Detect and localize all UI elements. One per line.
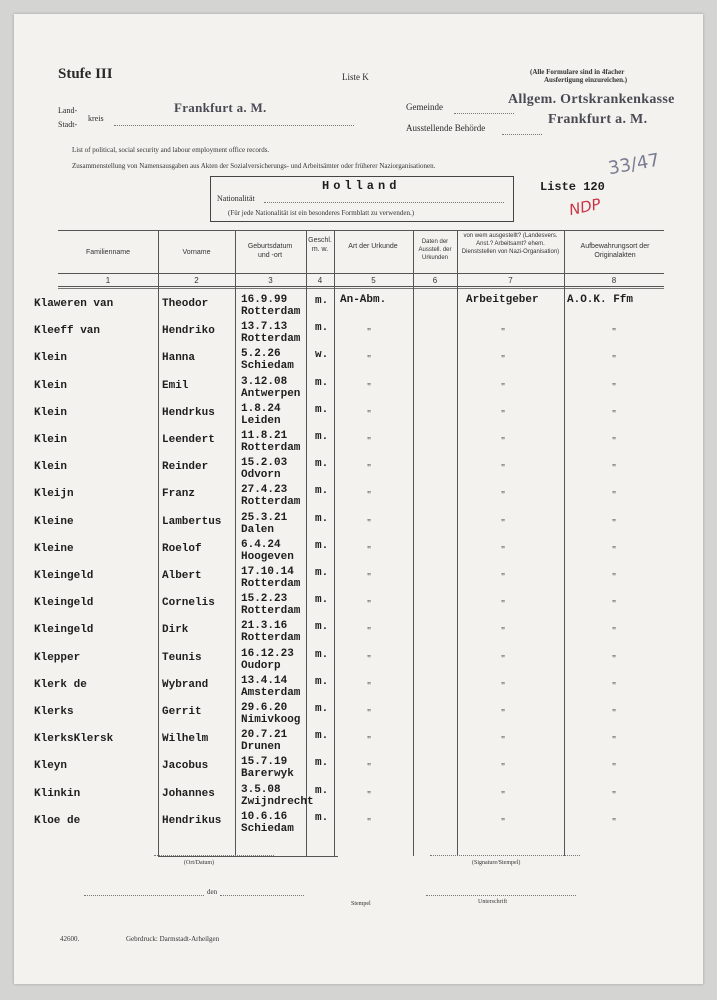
table-num-line	[58, 286, 664, 287]
row-birth-date: 11.8.21	[241, 430, 288, 442]
row-issuer: "	[501, 599, 506, 611]
row-surname: Klinkin	[34, 787, 81, 800]
row-archive: "	[612, 599, 617, 611]
row-birth-date: 20.7.21	[241, 729, 288, 742]
column-header-archive: Aufbewahrungsort der Originalakten	[580, 243, 650, 259]
row-birth-place: Odvorn	[241, 469, 281, 482]
row-archive: A.O.K. Ffm	[567, 294, 634, 306]
column-header-firstname: Vorname	[182, 249, 211, 256]
row-birth-date: 15.2.23	[241, 593, 288, 606]
row-sex: m.	[315, 567, 329, 579]
row-firstname: Theodor	[162, 298, 209, 310]
row-surname: Klein	[34, 406, 68, 419]
col-divider-1	[158, 230, 159, 856]
row-surname: Kleingeld	[34, 570, 94, 582]
row-issuer: "	[501, 381, 506, 393]
den-label: den	[207, 888, 218, 896]
row-document-type: "	[367, 517, 372, 529]
row-surname: KlerksKlersk	[34, 733, 114, 746]
row-issuer: "	[501, 708, 506, 719]
row-birth-place: Zwijndrecht	[241, 795, 314, 808]
row-archive: "	[612, 517, 617, 529]
nationality-value: Holland	[322, 179, 401, 193]
row-firstname: Wilhelm	[162, 733, 209, 746]
row-archive: "	[612, 436, 617, 447]
col-divider-4	[334, 230, 335, 856]
red-annotation: NDP	[567, 194, 603, 220]
row-surname: Klaweren van	[34, 298, 114, 310]
column-header-sex: Geschl. m. w.	[308, 237, 332, 253]
row-birth-place: Rotterdam	[241, 496, 301, 509]
row-birth-date: 25.3.21	[241, 511, 288, 524]
row-birth-place: Antwerpen	[241, 387, 301, 400]
row-birth-place: Schiedam	[241, 822, 294, 835]
row-birth-place: Rotterdam	[241, 632, 301, 645]
row-issuer: "	[501, 653, 506, 665]
row-surname: Klein	[34, 352, 68, 365]
gemeinde-label: Gemeinde	[406, 102, 443, 112]
col-divider-6	[457, 230, 458, 856]
den-line-left	[84, 895, 204, 896]
row-document-type: "	[367, 408, 372, 420]
row-issuer: "	[501, 680, 506, 692]
row-sex: m.	[315, 757, 329, 770]
row-birth-date: 1.8.24	[241, 402, 281, 415]
row-document-type: "	[367, 599, 372, 611]
row-birth-date: 16.12.23	[241, 647, 294, 660]
row-document-type: "	[367, 490, 372, 502]
row-issuer: "	[501, 572, 506, 583]
row-sex: m.	[315, 703, 329, 715]
column-number-7: 7	[508, 276, 513, 285]
row-sex: m.	[315, 594, 329, 607]
row-document-type: "	[367, 762, 372, 774]
row-archive: "	[612, 327, 617, 339]
row-document-type: "	[367, 572, 372, 583]
column-header-birth: Geburtsdatum und -ort	[247, 243, 293, 259]
row-archive: "	[612, 408, 617, 420]
printer-imprint: Gebrdruck: Darmstadt-Arheilgen	[126, 935, 220, 943]
row-surname: Kleyn	[34, 760, 68, 773]
row-archive: "	[612, 490, 617, 502]
row-birth-date: 21.3.16	[241, 620, 288, 633]
kreis-stamp: Frankfurt a. M.	[174, 100, 267, 115]
row-birth-place: Drunen	[241, 741, 281, 754]
copies-note-2: Ausfertigung einzureichen.)	[544, 76, 628, 84]
row-document-type: "	[367, 708, 372, 719]
row-firstname: Reinder	[162, 461, 209, 474]
row-document-type: "	[367, 544, 372, 556]
row-issuer: "	[501, 408, 506, 420]
liste-k-label: Liste K	[342, 72, 369, 82]
row-archive: "	[612, 626, 617, 638]
col-divider-3	[306, 230, 307, 856]
row-archive: "	[612, 572, 617, 583]
row-firstname: Leendert	[162, 434, 215, 446]
row-firstname: Cornelis	[162, 597, 215, 610]
row-firstname: Wybrand	[162, 678, 209, 691]
row-birth-date: 6.4.24	[241, 538, 281, 551]
issuer-stamp-line1: Allgem. Ortskrankenkasse	[508, 92, 675, 107]
row-archive: "	[612, 381, 617, 393]
row-firstname: Teunis	[162, 651, 202, 664]
table-top-line	[58, 230, 664, 231]
row-document-type: "	[367, 463, 372, 475]
subtitle-german: Zusammenstellung von Namensausgaben aus Akten der Sozialversicherungs- und Arbeitsämter oder früherer Naziorganisationen.	[72, 162, 436, 170]
row-firstname: Lambertus	[162, 515, 222, 528]
table-head-line	[58, 273, 664, 274]
row-birth-place: Barerwyk	[241, 768, 294, 781]
print-code: 42600.	[60, 935, 80, 943]
row-firstname: Roelof	[162, 542, 202, 555]
row-surname: Kleingeld	[34, 624, 94, 637]
row-issuer: "	[501, 762, 506, 774]
row-archive: "	[612, 680, 617, 692]
row-sex: m.	[315, 621, 329, 634]
row-birth-date: 3.12.08	[241, 375, 288, 388]
row-archive: "	[612, 762, 617, 774]
row-document-type: "	[367, 653, 372, 665]
row-issuer: "	[501, 327, 506, 339]
col-divider-2	[235, 230, 236, 856]
column-number-5: 5	[371, 276, 376, 285]
row-birth-place: Rotterdam	[241, 442, 301, 454]
row-document-type: "	[367, 436, 372, 447]
row-document-type: "	[367, 626, 372, 638]
col-divider-5	[413, 230, 414, 856]
row-surname: Kleine	[34, 542, 74, 555]
row-sex: m.	[315, 811, 329, 824]
stufe-label: Stufe III	[58, 66, 113, 82]
row-document-type: "	[367, 680, 372, 692]
row-birth-date: 13.4.14	[241, 674, 288, 687]
column-number-3: 3	[268, 276, 273, 285]
row-document-type: "	[367, 354, 372, 366]
row-birth-date: 17.10.14	[241, 566, 294, 578]
row-firstname: Hendriko	[162, 325, 215, 338]
row-birth-place: Rotterdam	[241, 333, 301, 346]
row-issuer: "	[501, 490, 506, 502]
row-sex: m.	[315, 675, 329, 688]
behoerde-label: Ausstellende Behörde	[406, 123, 486, 133]
row-archive: "	[612, 544, 617, 556]
column-number-4: 4	[317, 276, 323, 285]
row-surname: Klepper	[34, 651, 81, 664]
column-header-type: Art der Urkunde	[348, 243, 398, 250]
row-sex: m.	[315, 730, 329, 743]
row-firstname: Hendrkus	[162, 406, 215, 419]
row-archive: "	[612, 735, 617, 747]
row-sex: m.	[315, 485, 329, 498]
row-sex: m.	[315, 539, 329, 552]
row-surname: Kloe de	[34, 814, 81, 827]
column-number-6: 6	[432, 276, 438, 285]
row-birth-place: Rotterdam	[241, 605, 301, 618]
row-sex: m.	[315, 784, 329, 797]
row-birth-place: Dalen	[241, 523, 275, 536]
row-document-type: "	[367, 816, 372, 828]
kreis-label: kreis	[88, 114, 104, 123]
row-birth-date: 27.4.23	[241, 484, 288, 497]
row-birth-place: Nimivkoog	[241, 714, 301, 726]
row-birth-date: 5.2.26	[241, 348, 281, 361]
row-issuer: "	[501, 626, 506, 638]
row-archive: "	[612, 708, 617, 719]
row-firstname: Emil	[162, 379, 189, 392]
column-header-issuer: von wem ausgestellt? (Landesvers. Anst.? Arbeitsamt? ehem. Dienststellen von Nazi-Organisation)	[461, 233, 560, 255]
row-firstname: Jacobus	[162, 760, 209, 773]
row-issuer: "	[501, 517, 506, 529]
date-line	[154, 855, 274, 856]
row-document-type: "	[367, 327, 372, 339]
subtitle-english: List of political, social security and labour employment office records.	[72, 146, 270, 154]
row-sex: m.	[315, 295, 329, 307]
row-surname: Kleeff van	[34, 325, 101, 338]
row-issuer: "	[501, 354, 506, 366]
row-issuer: "	[501, 735, 506, 747]
row-surname: Klein	[34, 379, 68, 392]
row-document-type: "	[367, 735, 372, 747]
row-archive: "	[612, 354, 617, 366]
column-number-8: 8	[611, 276, 617, 285]
row-birth-place: Schiedam	[241, 360, 294, 373]
kreis-line	[114, 125, 354, 126]
row-issuer: "	[501, 463, 506, 475]
row-document-type: "	[367, 381, 372, 393]
col-divider-7	[564, 230, 565, 856]
row-birth-date: 15.7.19	[241, 756, 288, 769]
row-surname: Kleine	[34, 515, 74, 528]
row-surname: Kleijn	[34, 488, 74, 501]
nationality-line	[264, 202, 504, 203]
row-surname: Klerk de	[34, 678, 87, 691]
row-sex: m.	[315, 322, 329, 335]
unterschrift-label: Unterschrift	[478, 899, 507, 905]
stempel-label: Stempel	[351, 901, 371, 907]
row-sex: m.	[315, 376, 329, 389]
row-document-type: An-Abm.	[340, 294, 387, 306]
row-birth-place: Rotterdam	[241, 578, 301, 590]
row-firstname: Hanna	[162, 352, 196, 365]
row-sex: m.	[315, 403, 329, 416]
row-firstname: Dirk	[162, 624, 189, 637]
row-sex: m.	[315, 648, 329, 661]
row-sex: m.	[315, 512, 329, 525]
den-line-right	[220, 895, 304, 896]
liste-number: Liste 120	[540, 180, 605, 194]
row-archive: "	[612, 653, 617, 665]
copies-note: (Alle Formulare sind in 4facher	[530, 68, 625, 76]
row-firstname: Gerrit	[162, 706, 202, 718]
row-birth-date: 29.6.20	[241, 702, 288, 714]
row-sex: m.	[315, 431, 329, 443]
row-birth-date: 15.2.03	[241, 457, 288, 470]
row-surname: Klein	[34, 461, 68, 474]
nationality-label: Nationalität	[217, 194, 255, 203]
ort-datum-label: (Ort/Datum)	[184, 860, 214, 866]
form-sheet	[14, 14, 703, 984]
row-issuer: "	[501, 544, 506, 556]
row-issuer: "	[501, 436, 506, 447]
table-bottom-line	[158, 856, 338, 857]
row-birth-date: 10.6.16	[241, 810, 288, 823]
gemeinde-line	[454, 113, 514, 114]
signature-label: (Signature/Stempel)	[472, 860, 521, 866]
signature-line	[430, 855, 580, 856]
row-birth-date: 3.5.08	[241, 783, 281, 796]
row-archive: "	[612, 816, 617, 828]
row-surname: Kleingeld	[34, 597, 94, 610]
issuer-stamp-line2: Frankfurt a. M.	[548, 112, 648, 127]
unterschrift-line	[426, 895, 576, 896]
row-firstname: Hendrikus	[162, 814, 222, 827]
row-firstname: Franz	[162, 488, 196, 501]
column-number-1: 1	[105, 276, 111, 285]
row-birth-place: Leiden	[241, 414, 281, 427]
pencil-annotation: 33/47	[606, 149, 662, 180]
row-surname: Klerks	[34, 706, 74, 718]
row-surname: Klein	[34, 434, 68, 446]
row-document-type: "	[367, 789, 372, 801]
row-birth-place: Hoogeven	[241, 550, 294, 563]
row-birth-place: Rotterdam	[241, 306, 301, 318]
row-birth-date: 16.9.99	[241, 294, 288, 306]
row-archive: "	[612, 789, 617, 801]
row-issuer: "	[501, 789, 506, 801]
row-sex: w.	[315, 349, 329, 362]
column-header-surname: Familienname	[86, 249, 130, 256]
row-archive: "	[612, 463, 617, 475]
nationality-note: (Für jede Nationalität ist ein besonderes Formblatt zu verwenden.)	[228, 209, 415, 217]
row-issuer: "	[501, 816, 506, 828]
row-birth-date: 13.7.13	[241, 321, 288, 334]
behoerde-line	[502, 134, 542, 135]
row-issuer: Arbeitgeber	[466, 294, 539, 306]
table-num-line-2	[58, 288, 664, 289]
column-header-dates: Daten der Ausstell. der Urkunden	[418, 239, 452, 261]
row-birth-place: Amsterdam	[241, 686, 301, 699]
row-birth-place: Oudorp	[241, 659, 281, 672]
row-firstname: Johannes	[162, 787, 215, 800]
stadt-label: Stadt-	[58, 120, 78, 129]
land-label: Land-	[58, 106, 78, 115]
row-sex: m.	[315, 458, 329, 471]
row-firstname: Albert	[162, 570, 202, 582]
column-number-2: 2	[194, 276, 199, 285]
